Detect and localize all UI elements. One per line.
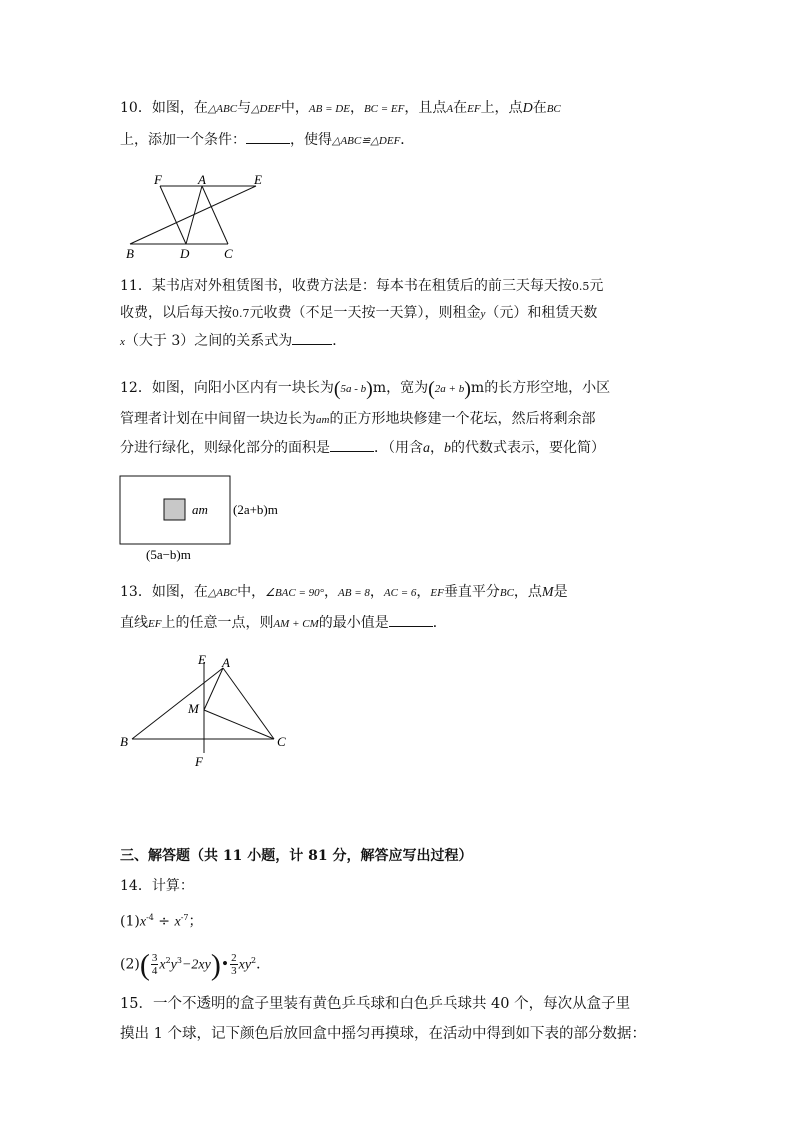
math: A [446,103,454,115]
text: 分进行绿化，则绿化部分的面积是 [120,440,330,456]
text: ， [324,584,339,600]
q12-line2 [120,409,595,430]
label-B: B [126,246,134,261]
math: x [139,914,147,930]
text: （元）和租赁天数 [485,305,598,321]
label-A: A [222,655,230,670]
math: 2a + b [434,383,465,395]
paren: ( [333,378,341,400]
q12-figure [118,474,308,566]
text: ． [332,333,347,349]
q10-line2 [120,129,414,151]
text: • [220,956,230,973]
math: △DEF [251,103,281,115]
label-D: D [180,246,190,261]
answer-blank[interactable] [389,612,433,627]
text: ÷ [153,913,175,930]
exponent: 3 [176,956,182,965]
math: BC [499,587,514,599]
text: ， [416,584,431,600]
exponent: 2 [251,956,257,965]
q10-figure [118,170,268,262]
fraction [230,952,238,977]
q12-line1 [120,378,610,399]
math: EF [467,103,481,115]
text: 是 [553,584,568,600]
text: ． [256,956,271,973]
math: am [316,414,330,426]
text: ，宽为 [386,380,429,396]
label-A: A [198,172,206,187]
text: 在 [532,100,547,116]
text: 11．某书店对外租赁图书，收费方法是：每本书在租赁后的前三天每天按 [120,278,572,294]
math: 0.7 [232,307,250,320]
answer-blank[interactable] [246,129,290,144]
math: BC [546,103,561,115]
text: ． [400,132,415,148]
text: ，点 [513,584,542,600]
label-M: M [188,701,199,716]
math: 5a - b [340,383,367,395]
text: 12．如图，向阳小区内有一块长为 [120,380,334,396]
text: ， [430,440,444,456]
paren: ) [366,378,373,400]
text: 收费，以后每天按 [120,305,232,321]
label-E: E [198,652,206,667]
text: ，使得 [290,132,332,148]
text: 中， [280,100,309,116]
text: m [470,380,485,396]
q12-line3 [120,437,605,459]
q13-line2 [120,612,447,634]
math: M [541,585,554,600]
section-3-title: 三、解答题（共 11 小题，计 81 分，解答应写出过程） [120,848,473,864]
label-am: am [192,502,208,517]
math: AC = 6 [383,587,417,599]
text: 与 [237,100,252,116]
text: (1) [120,913,140,930]
text: 管理者计划在中间留一块边长为 [120,411,316,427]
text: 元收费（不足一天按一天算），则租金 [249,305,481,321]
text: 的正方形地块修建一个花坛，然后将剩余部 [329,411,596,427]
label-E: E [254,172,262,187]
text: 直线 [120,615,148,631]
exponent: -4 [146,913,154,922]
math: x [120,336,125,348]
text: ， [369,584,384,600]
text: 上，添加一个条件： [120,132,246,148]
paren: ) [464,378,471,400]
q14-part2 [120,944,270,983]
q11-line1 [120,276,603,297]
text: 10．如图，在 [120,100,208,116]
math: D [522,101,533,116]
math: y [480,308,486,320]
math: AB = DE [308,103,350,115]
math: x [174,914,181,930]
text: 上，点 [480,100,523,116]
text: 中， [237,584,266,600]
exponent: -7 [180,913,189,922]
answer-blank[interactable] [292,330,332,345]
text: （大于 3）之间的关系式为 [124,333,293,349]
math: −2xy [181,957,211,973]
text: 元 [589,278,604,294]
q13-line1 [120,582,568,603]
math: EF [430,587,444,599]
q11-line3 [120,330,346,352]
text: 在 [453,100,468,116]
label-B: B [120,734,128,749]
paren: ( [428,378,435,400]
q15-line2: 摸出 1 个球，记下颜色后放回盒中摇匀再摸球，在活动中得到如下表的部分数据： [120,1026,646,1042]
text: ． [432,615,447,631]
text: 垂直平分 [443,584,500,600]
exponent: 2 [165,956,171,965]
denominator: 3 [231,965,237,978]
label-F: F [154,172,162,187]
math: △ABC≌△DEF [332,135,401,147]
label-C: C [277,734,286,749]
q15-line1: 15．一个不透明的盒子里装有黄色乒乓球和白色乒乓球共 40 个，每次从盒子里 [120,996,631,1012]
math: b [444,441,451,456]
text: 13．如图，在 [120,584,208,600]
q14-title: 14．计算： [120,878,194,894]
math: EF [148,618,162,630]
math: 0.5 [571,280,590,293]
q14-part1 [120,908,203,933]
q13-figure [118,650,298,770]
label-F: F [195,754,203,769]
math: ∠BAC = 90° [265,587,325,599]
math: BC = EF [363,103,405,115]
flowerbed-square [164,499,185,520]
label-C: C [224,246,233,261]
text: 上的任意一点，则 [161,615,274,631]
math: AB = 8 [338,587,370,599]
q11-line2 [120,303,597,324]
math: △ABC [207,587,238,599]
fraction [151,952,159,977]
numerator: 3 [151,952,158,965]
numerator: 2 [231,952,237,965]
text: 的长方形空地，小区 [484,380,611,396]
text: 的代数式表示，要化简） [451,440,605,456]
text: 的最小值是 [318,615,389,631]
label-width: (2a+b)m [233,502,278,517]
text: ．（用含 [374,440,423,456]
text: ； [188,913,203,930]
math: a [423,441,430,456]
math: AM + CM [273,618,319,630]
denominator: 4 [151,965,158,978]
math: x [159,957,166,973]
q10-line1 [120,98,561,119]
math: y [170,957,177,973]
paren: ) [210,948,221,982]
math: xy [238,957,252,973]
answer-blank[interactable] [330,437,374,452]
label-length: (5a−b)m [146,547,191,562]
paren: ( [139,948,150,982]
text: (2) [120,956,140,973]
math: △ABC [207,103,238,115]
text: ， [349,100,364,116]
text: ，且点 [404,100,447,116]
text: m [372,380,387,396]
